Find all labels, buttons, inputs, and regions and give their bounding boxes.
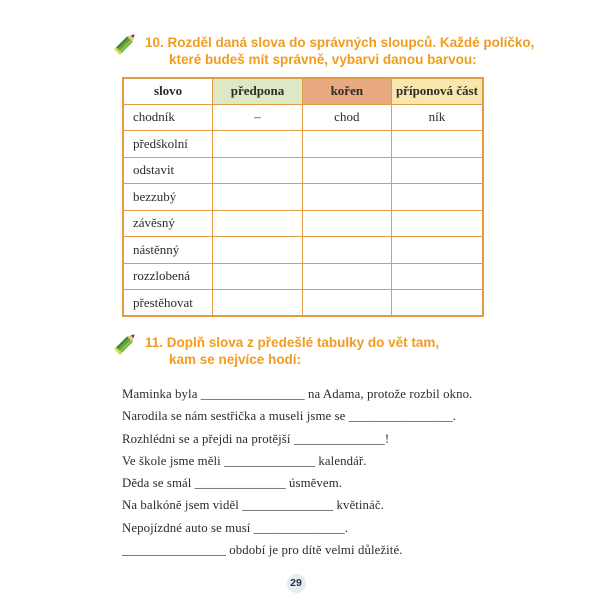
cell-slovo: bezzubý [123,184,213,211]
pencil-icon [112,27,142,57]
pencil-icon [112,327,142,357]
task-11-number: 11. [145,335,164,350]
cell-priponova-cast [391,131,483,158]
table-row [123,157,483,184]
cell-priponova-cast [391,290,483,317]
cell-koren [302,157,391,184]
task-10-text-line2: které budeš mít správně, vybarvi danou barvou: [169,52,477,67]
table-row [123,290,483,317]
sentence-line: ________________ období je pro dítě velmi důležité. [122,543,403,558]
word-analysis-table [122,77,484,317]
cell-slovo: přestěhovat [123,290,213,317]
sentence-line: Děda se smál ______________ úsměvem. [122,476,343,491]
cell-koren [302,131,391,158]
cell-priponova-cast [391,157,483,184]
cell-predpona [213,237,303,264]
task-10-text-line1: Rozděl daná slova do správných sloupců. Každé políčko, [167,35,535,50]
page-footer [0,573,592,593]
cell-priponova-cast [391,210,483,237]
sentence-line: Ve škole jsme měli ______________ kalendář. [122,453,367,468]
cell-predpona: – [213,104,303,131]
cell-slovo: závěsný [123,210,213,237]
cell-priponova-cast [391,184,483,211]
cell-predpona [213,157,303,184]
table-row [123,104,483,131]
cell-priponova-cast [391,263,483,290]
header-slovo: slovo [123,78,213,104]
cell-koren [302,210,391,237]
table-header-row [123,78,483,104]
cell-predpona [213,263,303,290]
cell-koren: chod [302,104,391,131]
page-number-badge: 29 [287,574,306,593]
task-11-text-line1: Doplň slova z předešlé tabulky do vět tam, [166,335,440,350]
header-priponova-cast: příponová část [391,78,483,104]
task-11-text-line2: kam se nejvíce hodí: [169,352,302,367]
table-row [123,237,483,264]
cell-slovo: předškolní [123,131,213,158]
sentence-line: Na balkóně jsem viděl ______________ květináč. [122,498,384,513]
cell-priponova-cast [391,237,483,264]
task-10-header [112,27,534,68]
cell-slovo: odstavit [123,157,213,184]
sentence-line: Rozhlédni se a přejdi na protější ______________! [122,431,390,446]
cell-koren [302,263,391,290]
cell-predpona [213,210,303,237]
cell-slovo: nástěnný [123,237,213,264]
header-koren: kořen [302,78,391,104]
task-10-title [145,34,534,68]
table-row [123,131,483,158]
cell-predpona [213,184,303,211]
sentence-list [122,383,494,561]
cell-slovo: rozzlobená [123,263,213,290]
cell-predpona [213,131,303,158]
task-11-title [145,334,439,368]
table-row [123,210,483,237]
cell-koren [302,290,391,317]
sentence-line: Narodila se nám sestřička a museli jsme se ________________. [122,409,457,424]
cell-predpona [213,290,303,317]
cell-priponova-cast: ník [391,104,483,131]
table-row [123,263,483,290]
table-row [123,184,483,211]
task-10-number: 10. [145,35,164,50]
cell-koren [302,184,391,211]
task-11-header [112,327,439,368]
sentence-line: Nepojízdné auto se musí ______________. [122,520,349,535]
cell-slovo: chodník [123,104,213,131]
sentence-line: Maminka byla ________________ na Adama, protože rozbil okno. [122,387,473,401]
cell-koren [302,237,391,264]
header-predpona: předpona [213,78,303,104]
